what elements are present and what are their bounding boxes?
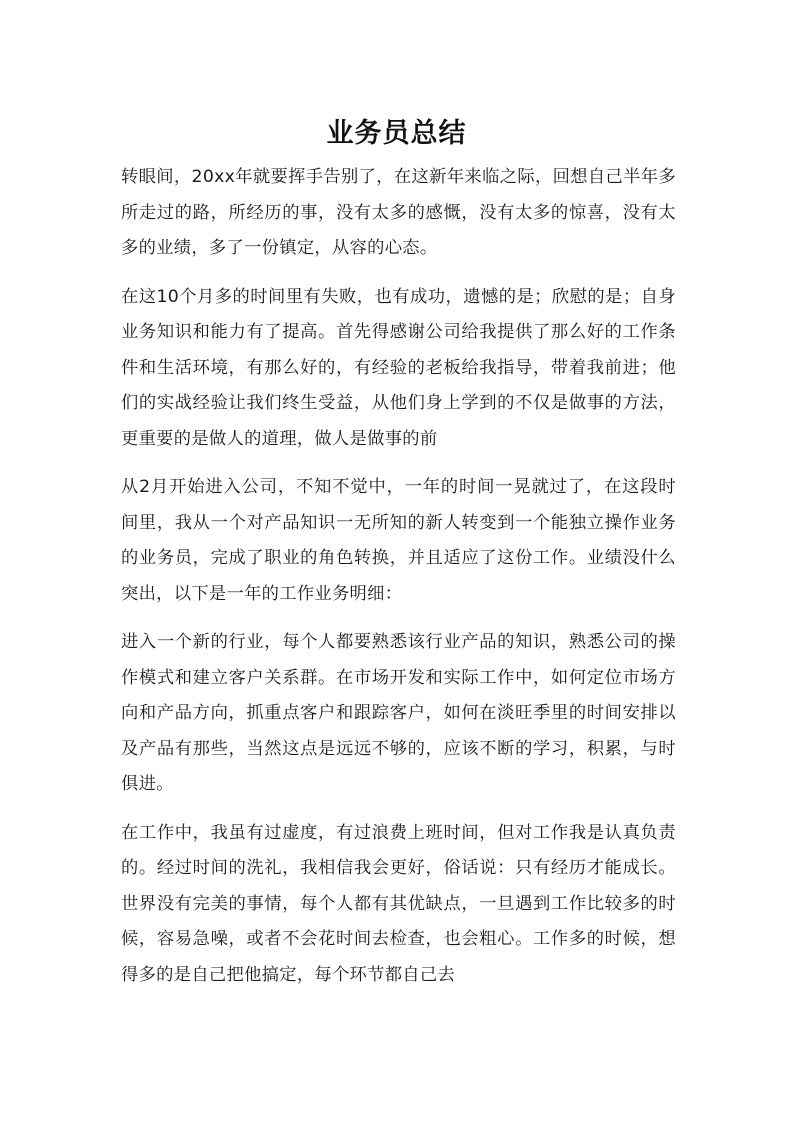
paragraph-2: 在这10个月多的时间里有失败，也有成功，遗憾的是；欣慰的是；自身业务知识和能力有了提高。首先得感谢公司给我提供了那么好的工作条件和生活环境，有那么好的，有经验的老板给我指导，带着我前进；他们的实战经验让我们终生受益，从他们身上学到的不仅是做事的方法，更重要的是做人的道理，做人是做事的前 [121,286,676,449]
paragraph-1: 转眼间，20xx年就要挥手告别了，在这新年来临之际，回想自己半年多所走过的路，所经历的事，没有太多的感慨，没有太多的惊喜，没有太多的业绩，多了一份镇定，从容的心态。 [121,167,676,258]
paragraph-4: 进入一个新的行业，每个人都要熟悉该行业产品的知识，熟悉公司的操作模式和建立客户关系群。在市场开发和实际工作中，如何定位市场方向和产品方向，抓重点客户和跟踪客户，如何在淡旺季里的时间安排以及产品有那些，当然这点是远远不够的，应该不断的学习，积累，与时俱进。 [121,632,676,794]
document-title: 业务员总结 [326,118,467,150]
paragraph-5: 在工作中，我虽有过虚度，有过浪费上班时间，但对工作我是认真负责的。经过时间的洗礼，我相信我会更好，俗话说：只有经历才能成长。世界没有完美的事情，每个人都有其优缺点，一旦遇到工作比较多的时候，容易急噪，或者不会花时间去检查，也会粗心。工作多的时候，想得多的是自己把他搞定，每个环节都自己去 [121,822,676,985]
document-body [121,160,676,1006]
paragraph-3: 从2月开始进入公司，不知不觉中，一年的时间一晃就过了，在这段时间里，我从一个对产品知识一无所知的新人转变到一个能独立操作业务的业务员，完成了职业的角色转换，并且适应了这份工作。业绩没什么突出，以下是一年的工作业务明细： [121,477,676,604]
